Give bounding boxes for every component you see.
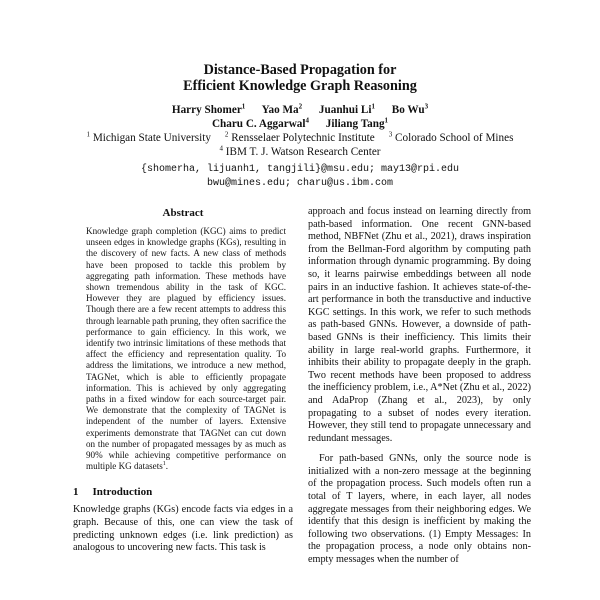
introduction-paragraph: Knowledge graphs (KGs) encode facts via edges in a graph. Because of this, one can view the task of predicting unknown edges (i.e. link prediction) as analogous to uncovering new facts. This task is <box>73 504 293 554</box>
abstract-heading: Abstract <box>162 207 204 219</box>
author-block <box>0 103 600 159</box>
title-line-2: Efficient Knowledge Graph Reasoning <box>183 78 417 94</box>
affiliation-mark: 1 <box>86 130 91 139</box>
author-affiliation-mark: 4 <box>305 116 309 125</box>
affiliation-name: Colorado School of Mines <box>395 132 514 144</box>
abstract-text: Knowledge graph completion (KGC) aims to predict unseen edges in knowledge graphs (KGs), resulting in the discovery of new facts. A new class of methods have been proposed to tackle this problem by aggregating path information. These methods have shown tremendous ability in the task of KGC. However they are plagued by efficiency issues. Though there are a few recent attempts to address this through learnable path pruning, they often sacrifice the performance to gain efficiency. In this work, we identify two intrinsic limitations of these methods that affect the efficiency and representation quality. To address the limitations, we introduce a new method, TAGNet, which is able to efficiently propagate information. This is achieved by only aggregating paths in a fixed window for each source-target pair. We demonstrate that the complexity of TAGNet is independent of the number of layers. Extensive experiments demonstrate that TAGNet can cut down on the number of propagated messages by as much as 90% while achieving competitive performance on multiple KG datasets <box>86 226 286 472</box>
affiliation-name: Michigan State University <box>92 132 211 144</box>
author-name: Bo Wu <box>391 104 425 116</box>
title-line-1: Distance-Based Propagation for <box>203 62 397 78</box>
email-line-1: {shomerha, lijuanh1, tangjili}@msu.edu; may13@rpi.edu <box>140 164 460 175</box>
section-heading-introduction <box>73 485 293 499</box>
affiliation-name: IBM T. J. Watson Research Center <box>225 146 381 158</box>
author-affiliation-mark: 3 <box>424 102 429 111</box>
affiliations-row-2 <box>0 145 600 159</box>
affiliation-mark: 2 <box>224 130 229 139</box>
left-column <box>73 206 293 555</box>
author-name: Yao Ma <box>261 104 299 116</box>
author-name: Charu C. Aggarwal <box>211 118 306 130</box>
affiliations-row-1 <box>0 131 600 145</box>
author-name: Harry Shomer <box>171 104 242 116</box>
author-name: Juanhui Li <box>318 104 372 116</box>
author-affiliation-mark: 1 <box>241 102 246 111</box>
affiliation-mark: 3 <box>388 130 393 139</box>
author-affiliation-mark: 1 <box>384 116 389 125</box>
email-block <box>0 163 600 191</box>
authors-row-2 <box>0 117 600 131</box>
section-title: Introduction <box>92 486 153 499</box>
author-name: Jiliang Tang <box>325 118 385 130</box>
affiliation-mark: 4 <box>219 144 223 153</box>
abstract-body: Knowledge graph completion (KGC) aims to predict unseen edges in knowledge graphs (KGs), resulting in the discovery of new facts. A new class of methods have been proposed to tackle this problem by aggregating path information. These methods have shown tremendous ability in the task of KGC. However they are plagued by efficiency issues. Though there are a few recent attempts to address this through learnable path pruning, they often sacrifice the performance to gain efficiency. In this work, we identify two intrinsic limitations of these methods that affect the efficiency and representation quality. To address the limitations, we introduce a new method, TAGNet, which is able to efficiently propagate information. This is achieved by only aggregating paths in a fixed window for each source-target pair. We demonstrate that the complexity of TAGNet is independent of the number of layers. Extensive experiments demonstrate that TAGNet can cut down on the number of propagated messages by as much as 90% while achieving competitive performance on multiple KG datasets$^1$. <box>86 226 286 472</box>
author-affiliation-mark: 2 <box>298 102 303 111</box>
section-number: 1 <box>73 486 79 499</box>
body-paragraph: approach and focus instead on learning directly from path-based information. One recent GNN-based method, NBFNet (Zhu et al., 2021), draws inspiration from the Bellman-Ford algorithm by computing path information through dynamic programming. By doing so, it learns pairwise embeddings between all node pairs in an inductive fashion. It achieves state-of-the-art performance in both the transductive and inductive KGC settings. In this work, we refer to such methods as path-based GNNs. However, a downside of path-based GNNs is their inefficiency. This limits their ability in large real-world graphs. Furthermore, it inhibits their ability to propagate deeply in the graph. Two recent methods have been proposed to address the inefficiency problem, i.e., A*Net (Zhu et al., 2022) and AdaProp (Zhang et al., 2023), by only propagating to a subset of nodes every iteration. However, they still tend to propagate unnecessary and redundant messages. <box>308 206 531 444</box>
body-paragraph: For path-based GNNs, only the source node is initialized with a non-zero message at the beginning of the propagation process. Such models often run a total of T layers, where, in each layer, all nodes aggregate messages from their neighboring edges. We identify that this design is inefficient by making the following two observations. (1) Empty Messages: In the propagation process, a node only obtains non-empty messages when the number of <box>308 453 531 566</box>
right-column <box>308 206 531 567</box>
email-line-2: bwu@mines.edu; charu@us.ibm.com <box>206 178 394 189</box>
abstract-footnote-mark: 1 <box>162 461 166 468</box>
affiliation-name: Rensselaer Polytechnic Institute <box>231 132 375 144</box>
paper-title <box>0 62 600 94</box>
authors-row-1 <box>0 103 600 117</box>
author-affiliation-mark: 1 <box>371 102 375 111</box>
